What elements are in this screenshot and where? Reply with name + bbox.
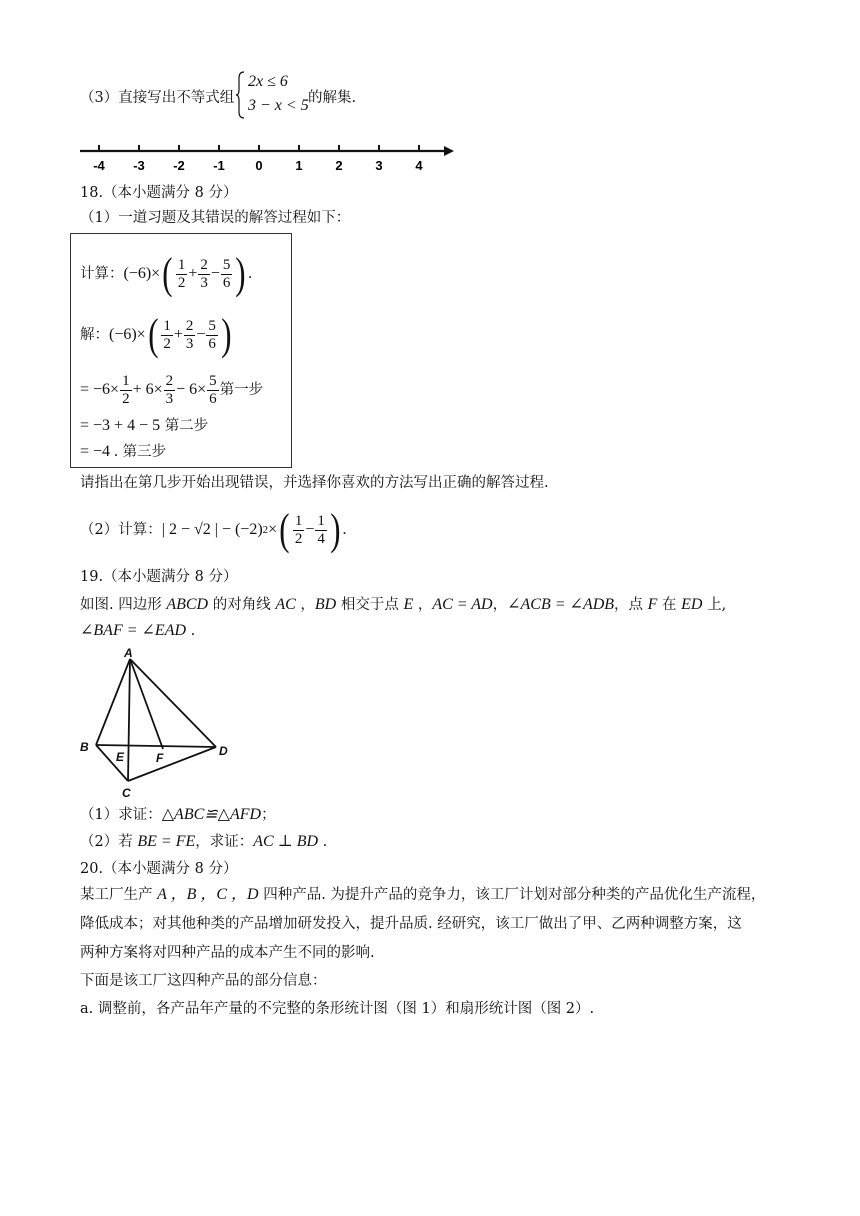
fraction: $\frac{1}{2}$ (177, 256, 186, 291)
segment-ad (130, 659, 216, 747)
q20-para1-line2: 降低成本；对其他种类的产品增加研发投入，提升品质. 经研究，该工厂做出了甲、乙两种调整方案，这 (80, 916, 742, 932)
q19-part1: （1）求证：△ABC≌△AFD； (80, 806, 276, 823)
q20-header: 20.（本小题满分 8 分） (80, 861, 238, 877)
fraction: $\frac{1}{2}$ (294, 512, 303, 547)
step2-line: = −3 + 4 − 5 第二步 (80, 417, 209, 434)
fraction: $\frac{2}{3}$ (165, 372, 174, 407)
fraction: $\frac{1}{2}$ (122, 372, 130, 407)
q20-para3: a. 调整前，各产品年产量的不完整的条形统计图（图 1）和扇形统计图（图 2）. (80, 1001, 595, 1017)
fraction: $\frac{5}{6}$ (208, 317, 216, 352)
q19-text-line2: ∠BAF = ∠EAD . (80, 622, 196, 639)
right-paren-icon: ) (235, 249, 246, 298)
fraction: $\frac{1}{4}$ (317, 512, 325, 547)
left-paren-icon: ( (279, 505, 290, 554)
q19-part2: （2）若 BE = FE，求证：AC ⊥ BD . (80, 833, 328, 850)
q18-instruction: 请指出在第几步开始出现错误，并选择你喜欢的方法写出正确的解答过程. (80, 475, 549, 491)
q17-part3-prefix: （3）直接写出不等式组 (80, 90, 235, 106)
segment-cd (128, 747, 216, 781)
segment-af (130, 659, 163, 749)
fraction: $\frac{2}{3}$ (200, 256, 208, 291)
fraction: $\frac{5}{6}$ (222, 256, 231, 291)
fraction: $\frac{1}{2}$ (163, 317, 171, 352)
point-label-e: E (116, 750, 125, 764)
arrow-right-icon (444, 146, 454, 156)
q17-part3-suffix: 的解集. (308, 90, 357, 106)
number-line-tick-label: 2 (335, 158, 343, 173)
q20-para2: 下面是该工厂这四种产品的部分信息： (80, 973, 327, 989)
step1-label: 第一步 (219, 382, 264, 398)
solution-line: 解： (−6)× ( $\frac{1}{2}$ + $\frac{2}{3}$ − $\frac{5}{6}$ ) (80, 310, 232, 359)
number-line-tick-label: 1 (295, 158, 303, 173)
number-line-tick-label: -3 (133, 158, 145, 173)
number-line (78, 136, 458, 176)
q18-part2-label: （2）计算： (80, 522, 162, 538)
inequality-2: 3 − x < 5 (248, 97, 309, 114)
q18-part2-line: （2）计算： | 2 − √2 | − (−2) 2 × ( $\frac{1}{2}$ − $\frac{1}{4}$ ) . (80, 505, 347, 554)
number-line-tick-label: 4 (415, 158, 423, 173)
left-brace-icon (236, 70, 246, 120)
q19-header: 19.（本小题满分 8 分） (80, 569, 238, 585)
sol-label: 解： (80, 327, 109, 343)
calc-line: 计算： (−6)× ( $\frac{1}{2}$ + $\frac{2}{3}$ − $\frac{5}{6}$ ) . (80, 249, 253, 298)
left-paren-icon: ( (162, 249, 173, 298)
number-line-tick-label: 0 (255, 158, 263, 173)
step3-line: = −4 . 第三步 (80, 443, 167, 460)
fraction: $\frac{2}{3}$ (185, 317, 194, 352)
number-line-tick-label: -4 (93, 158, 105, 173)
sol-prefix: (−6)× (109, 326, 146, 343)
q20-para1-line1: 某工厂生产 A ，B ，C ，D 四种产品. 为提升产品的竞争力，该工厂计划对部分种类的产品优化生产流程， (80, 886, 766, 903)
calc-label: 计算： (80, 266, 124, 282)
step2-label: 第二步 (164, 418, 209, 434)
q19-text-line1: 如图. 四边形 ABCD 的对角线 AC ，BD 相交于点 E ，AC = AD，∠ACB = ∠ADB，点 F 在 ED 上, (80, 596, 727, 613)
point-label-b: B (80, 740, 89, 754)
q18-part1-intro: （1）一道习题及其错误的解答过程如下： (80, 210, 351, 226)
q17-part3-line (80, 88, 234, 108)
point-label-c: C (122, 786, 131, 800)
right-paren-icon: ) (221, 310, 232, 359)
fraction: $\frac{5}{6}$ (209, 372, 217, 407)
point-label-f: F (156, 751, 164, 765)
segment-ab (96, 659, 130, 745)
q20-para1-line3: 两种方案将对四种产品的成本产生不同的影响. (80, 945, 375, 961)
point-label-d: D (219, 744, 228, 758)
step3-label: 第三步 (122, 444, 167, 460)
segment-ac (128, 659, 130, 781)
point-label-a: A (124, 646, 133, 660)
number-line-tick-label: -1 (213, 158, 225, 173)
number-line-tick-label: -2 (173, 158, 185, 173)
right-paren-icon: ) (330, 505, 341, 554)
inequality-1: 2x ≤ 6 (248, 73, 288, 90)
left-paren-icon: ( (147, 310, 159, 359)
q18-header: 18.（本小题满分 8 分） (80, 185, 238, 201)
quadrilateral-figure (76, 645, 236, 800)
segment-bd (96, 745, 216, 747)
number-line-tick-label: 3 (375, 158, 383, 173)
calc-prefix: (−6)× (123, 265, 161, 282)
step1-line: = −6× $\frac{1}{2}$ + 6× $\frac{2}{3}$ − 6× $\frac{5}{6}$ 第一步 (80, 372, 264, 407)
